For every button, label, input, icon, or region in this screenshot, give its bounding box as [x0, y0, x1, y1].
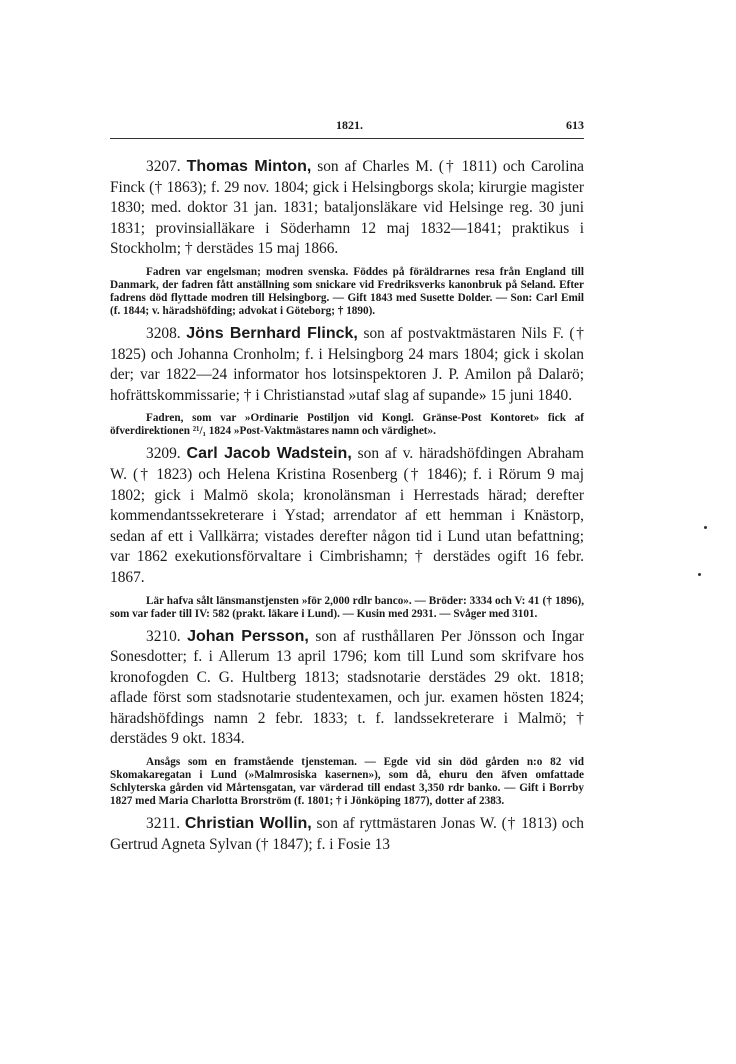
entry-note: Ansågs som en framstående tjensteman. — Egde vid sin död gården n:o 82 vid Skomakaregatan i Lund (»Malmrosiska kasernen»), som då, ehuru den äfven omfattade Schlyterska gården vid Mårtensgatan, var värderad till endast 3,350 rdr banko. — Gift i Borrby 1827 med Maria Charlotta Brorström (f. 1801; † i Jönköping 1877), dotter af 2383. — [110, 756, 584, 808]
entry-3207 — [110, 157, 584, 318]
entry-3209 — [110, 444, 584, 620]
entry-text — [110, 324, 584, 406]
entry-note: Lär hafva sålt länsmanstjensten »för 2,000 rdlr banco». — Bröder: 3334 och V: 41 († 1896), som var fader till IV: 582 (prakt. läkare i Lund). — Kusin med 2931. — Svåger med 3101. — [110, 594, 584, 620]
entry-text — [110, 157, 584, 260]
entry-3208 — [110, 324, 584, 438]
page-year: 1821. — [336, 118, 363, 132]
entry-number: 3208. — [146, 324, 181, 342]
entry-body: son af rusthållaren Per Jönsson och Ingar Sonesdotter; f. i Allerum 13 april 1796; kom till Lund som skrifvare hos kronofogden C. G. Hultberg 1813; stadsnotarie derstädes 29 okt. 1818; aflade först som stadsnotarie studentexamen, och jur. examen hösten 1824; häradshöfdings namn 2 febr. 1833; t. f. landssekreterare i Malmö; † derstädes 9 okt. 1834. — [110, 627, 585, 748]
entry-note: Fadren, som var »Ordinarie Postiljon vid Kongl. Gränse-Post Kontoret» fick af öfverdirektionen ²¹/₁ 1824 »Post-Vaktmästares namn och värdighet». — [110, 412, 584, 438]
entry-3211 — [110, 814, 584, 855]
header-rule — [110, 138, 584, 139]
entry-name: Christian Wollin, — [184, 815, 312, 833]
entry-name: Carl Jacob Wadstein, — [186, 445, 352, 463]
entry-name: Jöns Bernhard Flinck, — [186, 324, 358, 342]
entry-note: Fadren var engelsman; modren svenska. Föddes på föräldrarnes resa från England till Danmark, der fadren fått anställning som snickare vid Fredriksverks kanonbruk på Seland. Efter fadrens död flyttade modren till Helsingborg. — Gift 1843 med Susette Dolder. — Son: Carl Emil (f. 1844; v. häradshöfding; advokat i Göteborg; † 1890). — [110, 265, 584, 317]
running-head — [110, 118, 584, 136]
entry-name: Johan Persson, — [187, 627, 309, 645]
entry-body: son af Charles M. († 1811) och Carolina Finck († 1863); f. 29 nov. 1804; gick i Helsingborgs skola; kirurgie magister 1830; med. doktor 31 jan. 1831; bataljonsläkare vid Helsinge reg. 30 juni 1831; provinsialläkare i Söderhamn 12 maj 1832—1841; praktikus i Stockholm; † derstädes 15 maj 1866. — [110, 158, 584, 258]
book-page — [110, 118, 584, 861]
entry-body: son af postvaktmästaren Nils F. († 1825) och Johanna Cronholm; f. i Helsingborg 24 mars 1804; gick i skolan der; var 1822—24 informator hos lotsinspektoren J. P. Amilon på Dalarö; hofrättskommissarie; † i Christianstad »utaf slag af supande» 15 juni 1840. — [110, 324, 584, 404]
margin-dot — [698, 573, 701, 576]
entry-3210 — [110, 627, 584, 809]
margin-dot — [704, 526, 707, 529]
page-number: 613 — [566, 118, 584, 132]
entry-text — [110, 444, 584, 588]
entry-body: son af ryttmästaren Jonas W. († 1813) och Gertrud Agneta Sylvan († 1847); f. i Fosie 13 — [110, 815, 584, 853]
entry-number: 3210. — [146, 627, 181, 645]
entry-text — [110, 814, 584, 855]
entry-text — [110, 627, 584, 751]
entry-name: Thomas Minton, — [186, 158, 312, 175]
entry-number: 3207. — [146, 158, 181, 175]
entry-body: son af v. häradshöfdingen Abraham W. († 1823) och Helena Kristina Rosenberg († 1846); f. i Rörum 9 maj 1802; gick i Malmö skola; kronolänsman i Herrestads härad; derefter kommendantssekreterare i Ystad; arrendator af ett hemman i Knästorp, sedan af ett i Vallkärra; vistades derefter någon tid i Lund utan befattning; var 1862 exekutionsförvaltare i Cimbrishamn; † derstädes ogift 16 febr. 1867. — [110, 445, 584, 586]
entry-number: 3211. — [146, 815, 181, 833]
entry-number: 3209. — [146, 445, 181, 463]
